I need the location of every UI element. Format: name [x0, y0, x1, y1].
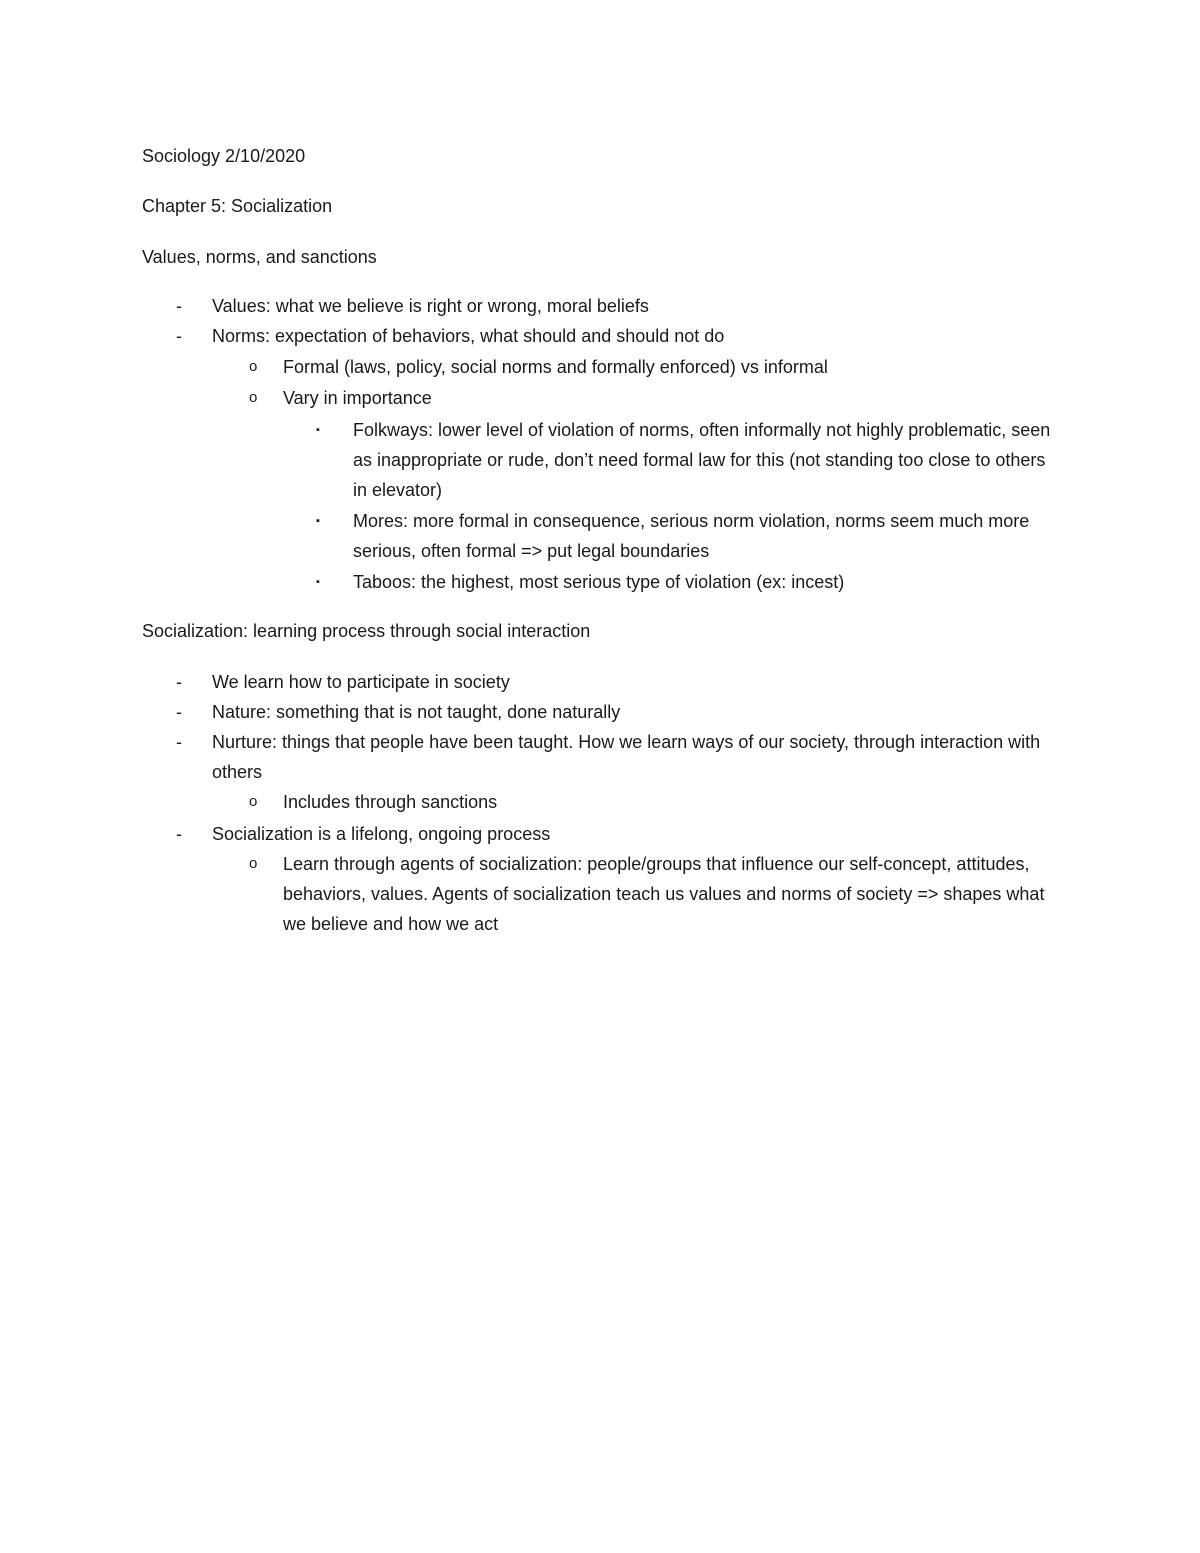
list-item-text: Nature: something that is not taught, done naturally	[212, 702, 621, 722]
list-item-text: Socialization is a lifelong, ongoing process	[212, 824, 551, 844]
circle-bullet: o	[249, 793, 258, 810]
dash-bullet: -	[176, 732, 182, 752]
list-item-text: Taboos: the highest, most serious type of violation (ex: incest)	[353, 572, 845, 592]
list-item-text: Nurture: things that people have been taught. How we learn ways of our society, through interaction with others	[212, 732, 1041, 782]
document-header: Sociology 2/10/2020	[142, 146, 306, 166]
dash-bullet: -	[176, 672, 182, 692]
list-item-text: Learn through agents of socialization: people/groups that influence our self-concept, attitudes, behaviors, values. Agents of socialization teach us values and norms of society => shapes what we believe and how we act	[283, 854, 1045, 934]
list-item-text: Mores: more formal in consequence, serious norm violation, norms seem much more serious, often formal => put legal boundaries	[353, 511, 1030, 561]
square-bullet: ▪	[316, 515, 320, 527]
list-item-text: Includes through sanctions	[283, 792, 498, 812]
dash-bullet: -	[176, 296, 182, 316]
section-title-values: Values, norms, and sanctions	[142, 247, 377, 267]
square-bullet: ▪	[316, 424, 320, 436]
dash-bullet: -	[176, 326, 182, 346]
chapter-title: Chapter 5: Socialization	[142, 196, 333, 216]
circle-bullet: o	[249, 855, 258, 872]
list-item-text: We learn how to participate in society	[212, 672, 510, 692]
dash-bullet: -	[176, 824, 182, 844]
circle-bullet: o	[249, 389, 258, 406]
list-item-text: Values: what we believe is right or wrong, moral beliefs	[212, 296, 649, 316]
list-item-text: Vary in importance	[283, 388, 432, 408]
list-item-text: Formal (laws, policy, social norms and formally enforced) vs informal	[283, 357, 828, 377]
square-bullet: ▪	[316, 576, 320, 588]
circle-bullet: o	[249, 358, 258, 375]
list-item-text: Norms: expectation of behaviors, what should and should not do	[212, 326, 725, 346]
section-title-socialization: Socialization: learning process through social interaction	[142, 621, 591, 641]
list-item-text: Folkways: lower level of violation of norms, often informally not highly problematic, seen as inappropriate or rude, don’t need formal law for this (not standing too close to others in elevator)	[353, 420, 1051, 500]
dash-bullet: -	[176, 702, 182, 722]
